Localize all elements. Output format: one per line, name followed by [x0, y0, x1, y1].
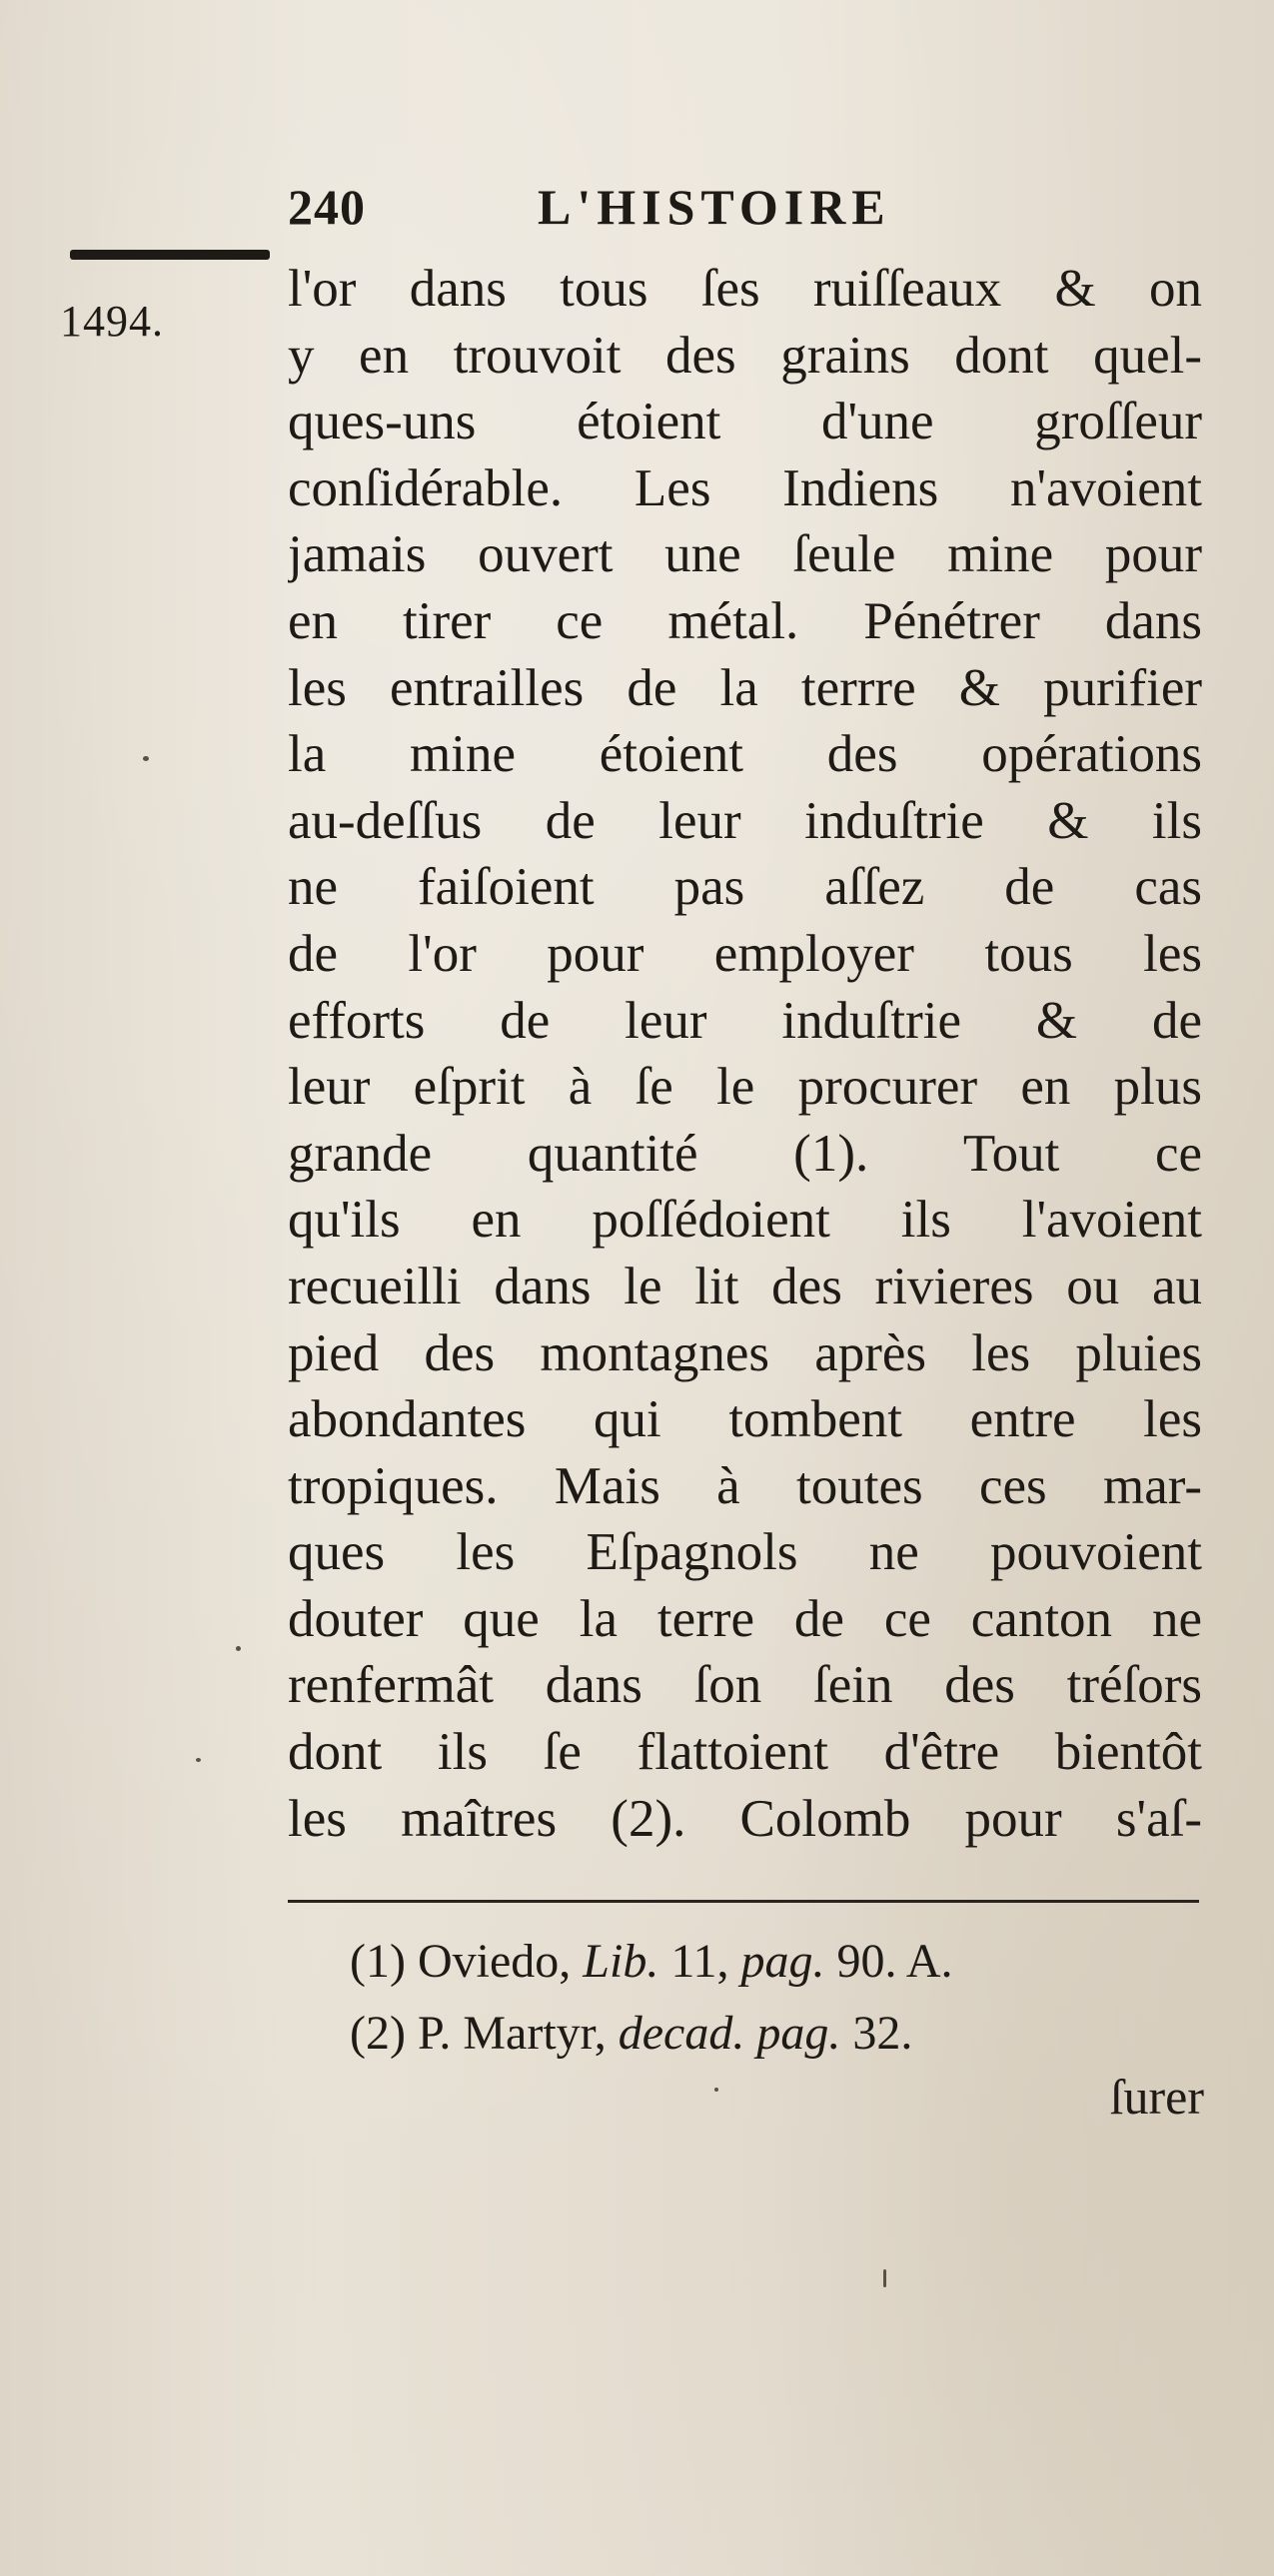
text-line: tropiques. Mais à toutes ces mar-: [288, 1456, 1202, 1515]
footnote-ref: 11,: [670, 1935, 729, 1988]
text-line: recueilli dans le lit des rivieres ou au: [288, 1257, 1202, 1315]
text-line: en tirer ce métal. Pénétrer dans: [288, 591, 1202, 650]
margin-rule: [70, 250, 270, 260]
footnote-rule: [288, 1900, 1199, 1903]
footnote-marker: (2): [350, 2007, 406, 2060]
text-line: grande quantité (1). Tout ce: [288, 1124, 1202, 1183]
footnote-author: P. Martyr,: [417, 2007, 607, 2060]
paper-speck: [236, 1646, 241, 1651]
text-line: conſidérable. Les Indiens n'avoient: [288, 458, 1202, 517]
text-line: efforts de leur induſtrie & de: [288, 991, 1202, 1050]
text-line: au-deſſus de leur induſtrie & ils: [288, 791, 1202, 850]
margin-year: 1494.: [60, 297, 164, 346]
text-line: ne faiſoient pas aſſez de cas: [288, 858, 1202, 917]
text-line: l'or dans tous ſes ruiſſeaux & on: [288, 260, 1202, 318]
text-line: renfermât dans ſon ſein des tréſors: [288, 1656, 1202, 1715]
footnote-ref: 32.: [852, 2007, 913, 2060]
text-line: qu'ils en poſſédoient ils l'avoient: [288, 1191, 1202, 1250]
footnote-ref: decad.: [618, 2007, 745, 2060]
footnote-ref: pag.: [756, 2007, 841, 2060]
text-line: les maîtres (2). Colomb pour s'aſ-: [288, 1789, 1202, 1848]
footnote-ref: 90. A.: [836, 1935, 953, 1988]
text-line: y en trouvoit des grains dont quel-: [288, 326, 1202, 385]
footnotes: [350, 1926, 1209, 2070]
text-line: pied des montagnes après les pluies: [288, 1323, 1202, 1382]
body-text: [288, 256, 1202, 1852]
text-line: abondantes qui tombent entre les: [288, 1390, 1202, 1449]
text-line: de l'or pour employer tous les: [288, 924, 1202, 983]
footnote-ref: Lib.: [583, 1935, 659, 1988]
footnote-author: Oviedo,: [417, 1935, 572, 1988]
catchword: ſurer: [1109, 2069, 1204, 2125]
footnote: [350, 1998, 1209, 2070]
text-line: douter que la terre de ce canton ne: [288, 1589, 1202, 1648]
text-line: ques les Eſpagnols ne pouvoient: [288, 1523, 1202, 1582]
text-line: les entrailles de la terrre & purifier: [288, 658, 1202, 717]
text-line: ques-uns étoient d'une groſſeur: [288, 393, 1202, 451]
text-line: leur eſprit à ſe le procurer en plus: [288, 1058, 1202, 1117]
paper-speck: [143, 756, 149, 761]
running-title: L'HISTOIRE: [538, 179, 891, 235]
page-number: 240: [288, 179, 366, 235]
footnote-ref: pag.: [740, 1935, 825, 1988]
paper-speck: [196, 1758, 201, 1762]
footnote: [350, 1926, 1209, 1998]
text-line: la mine étoient des opérations: [288, 725, 1202, 784]
paper-speck: [714, 2088, 718, 2092]
page-header: [288, 178, 1207, 248]
footnote-marker: (1): [350, 1935, 406, 1988]
text-line: dont ils ſe flattoient d'être bientôt: [288, 1723, 1202, 1782]
text-line: jamais ouvert une ſeule mine pour: [288, 525, 1202, 584]
paper-speck: [883, 2269, 886, 2287]
